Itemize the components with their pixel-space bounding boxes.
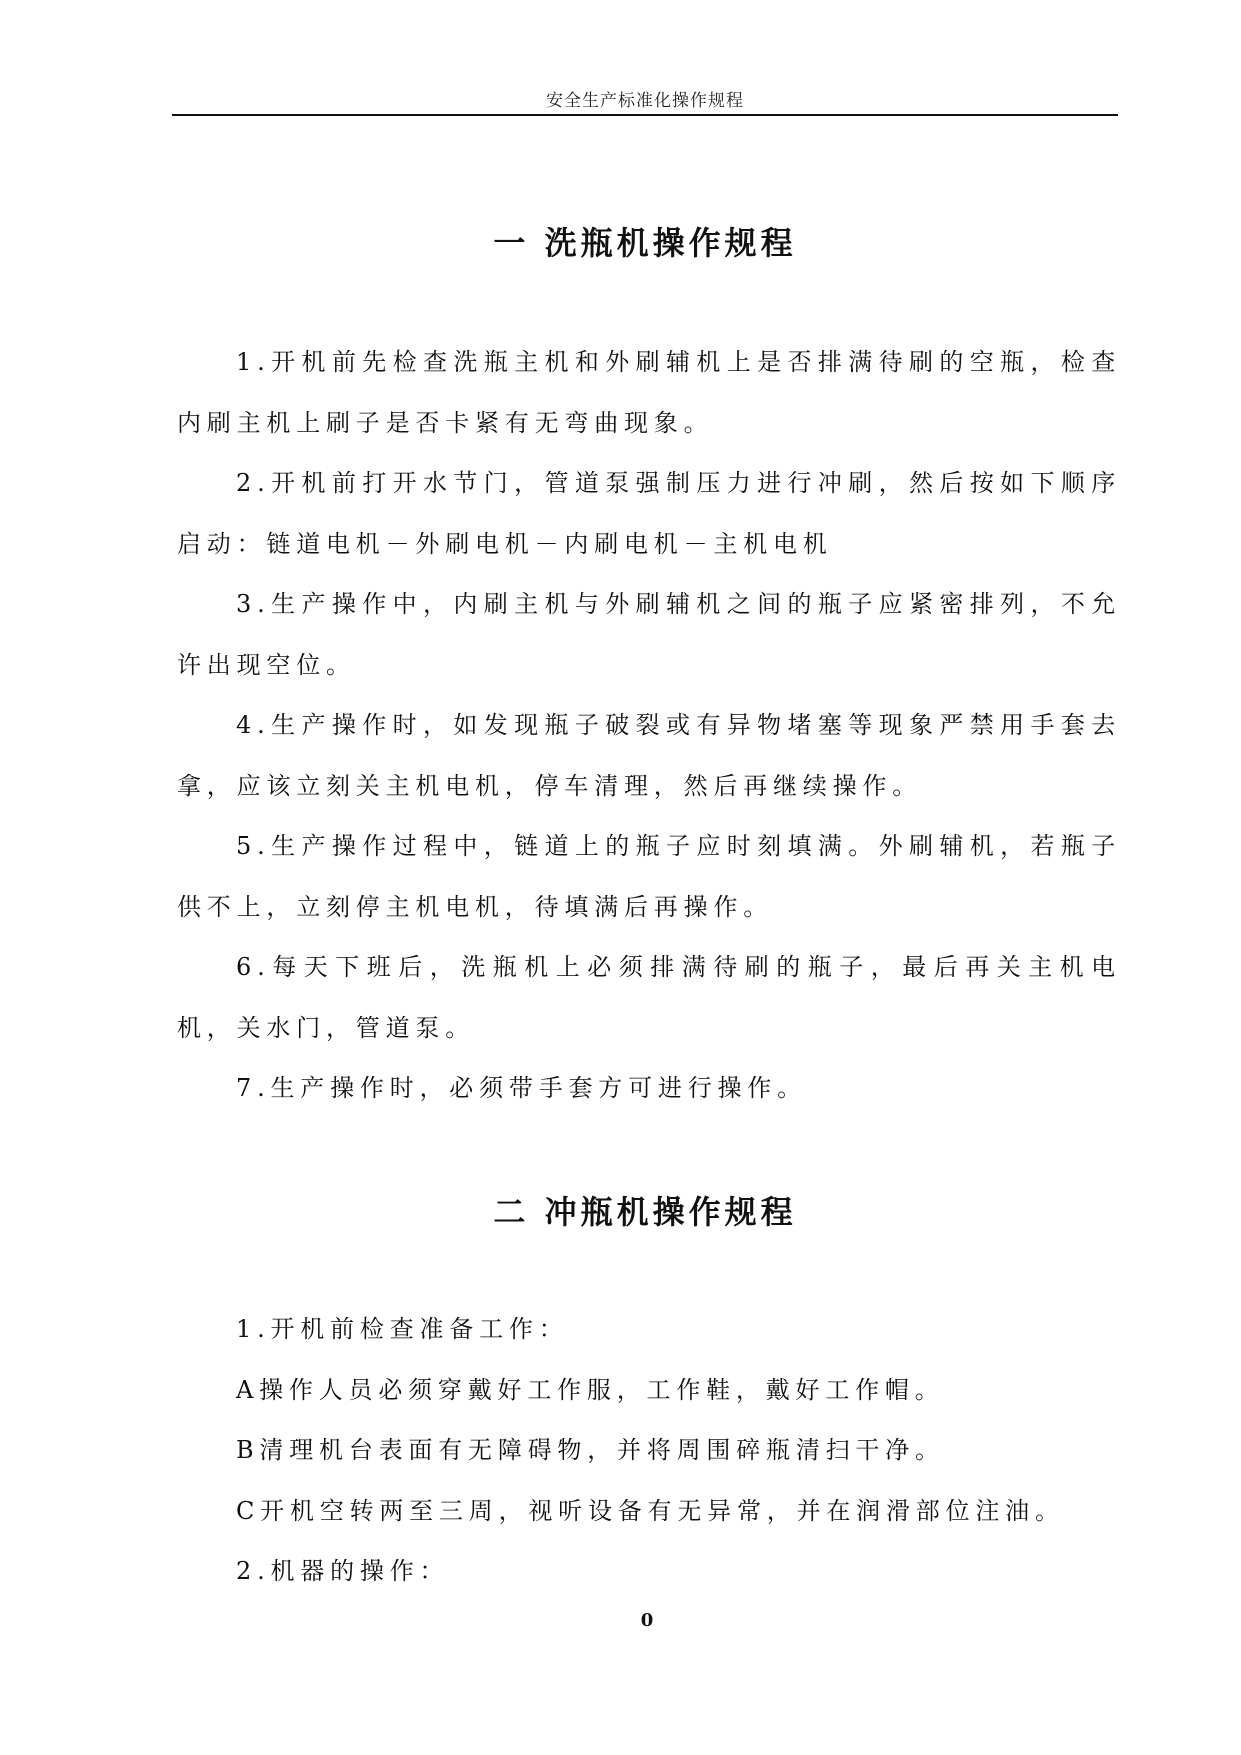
section-title-rinser: 二 冲瓶机操作规程	[493, 1193, 797, 1231]
paragraph: 1.开机前先检查洗瓶主机和外刷辅机上是否排满待刷的空瓶，检查内刷主机上刷子是否卡紧有无弯曲现象。	[177, 348, 1121, 437]
paragraph: A操作人员必须穿戴好工作服，工作鞋，戴好工作帽。	[236, 1375, 945, 1404]
paragraph: 3.生产操作中，内刷主机与外刷辅机之间的瓶子应紧密排列，不允许出现空位。	[177, 590, 1121, 679]
section-body-rinser	[177, 1299, 1121, 1602]
page-number: 0	[640, 1610, 654, 1631]
paragraph: 6.每天下班后，洗瓶机上必须排满待刷的瓶子，最后再关主机电机，关水门，管道泵。	[177, 953, 1121, 1042]
paragraph: 2.开机前打开水节门，管道泵强制压力进行冲刷，然后按如下顺序启动：链道电机－外刷电机－内刷电机－主机电机	[177, 469, 1121, 558]
paragraph: 2.机器的操作：	[236, 1557, 450, 1585]
paragraph: 5.生产操作过程中，链道上的瓶子应时刻填满。外刷辅机，若瓶子供不上，立刻停主机电机，待填满后再操作。	[177, 832, 1121, 921]
paragraph: 4.生产操作时，如发现瓶子破裂或有异物堵塞等现象严禁用手套去拿，应该立刻关主机电机，停车清理，然后再继续操作。	[177, 711, 1121, 800]
running-header: 安全生产标准化操作规程	[546, 91, 744, 111]
paragraph: 7.生产操作时，必须带手套方可进行操作。	[236, 1074, 807, 1102]
paragraph: C开机空转两至三周，视听设备有无异常，并在润滑部位注油。	[236, 1496, 1065, 1525]
paragraph: B清理机台表面有无障碍物，并将周围碎瓶清扫干净。	[236, 1436, 945, 1464]
section-title-washer: 一 洗瓶机操作规程	[493, 224, 797, 262]
section-body-washer	[177, 332, 1121, 1119]
paragraph: 1.开机前检查准备工作：	[236, 1315, 569, 1343]
header-rule	[172, 114, 1118, 116]
